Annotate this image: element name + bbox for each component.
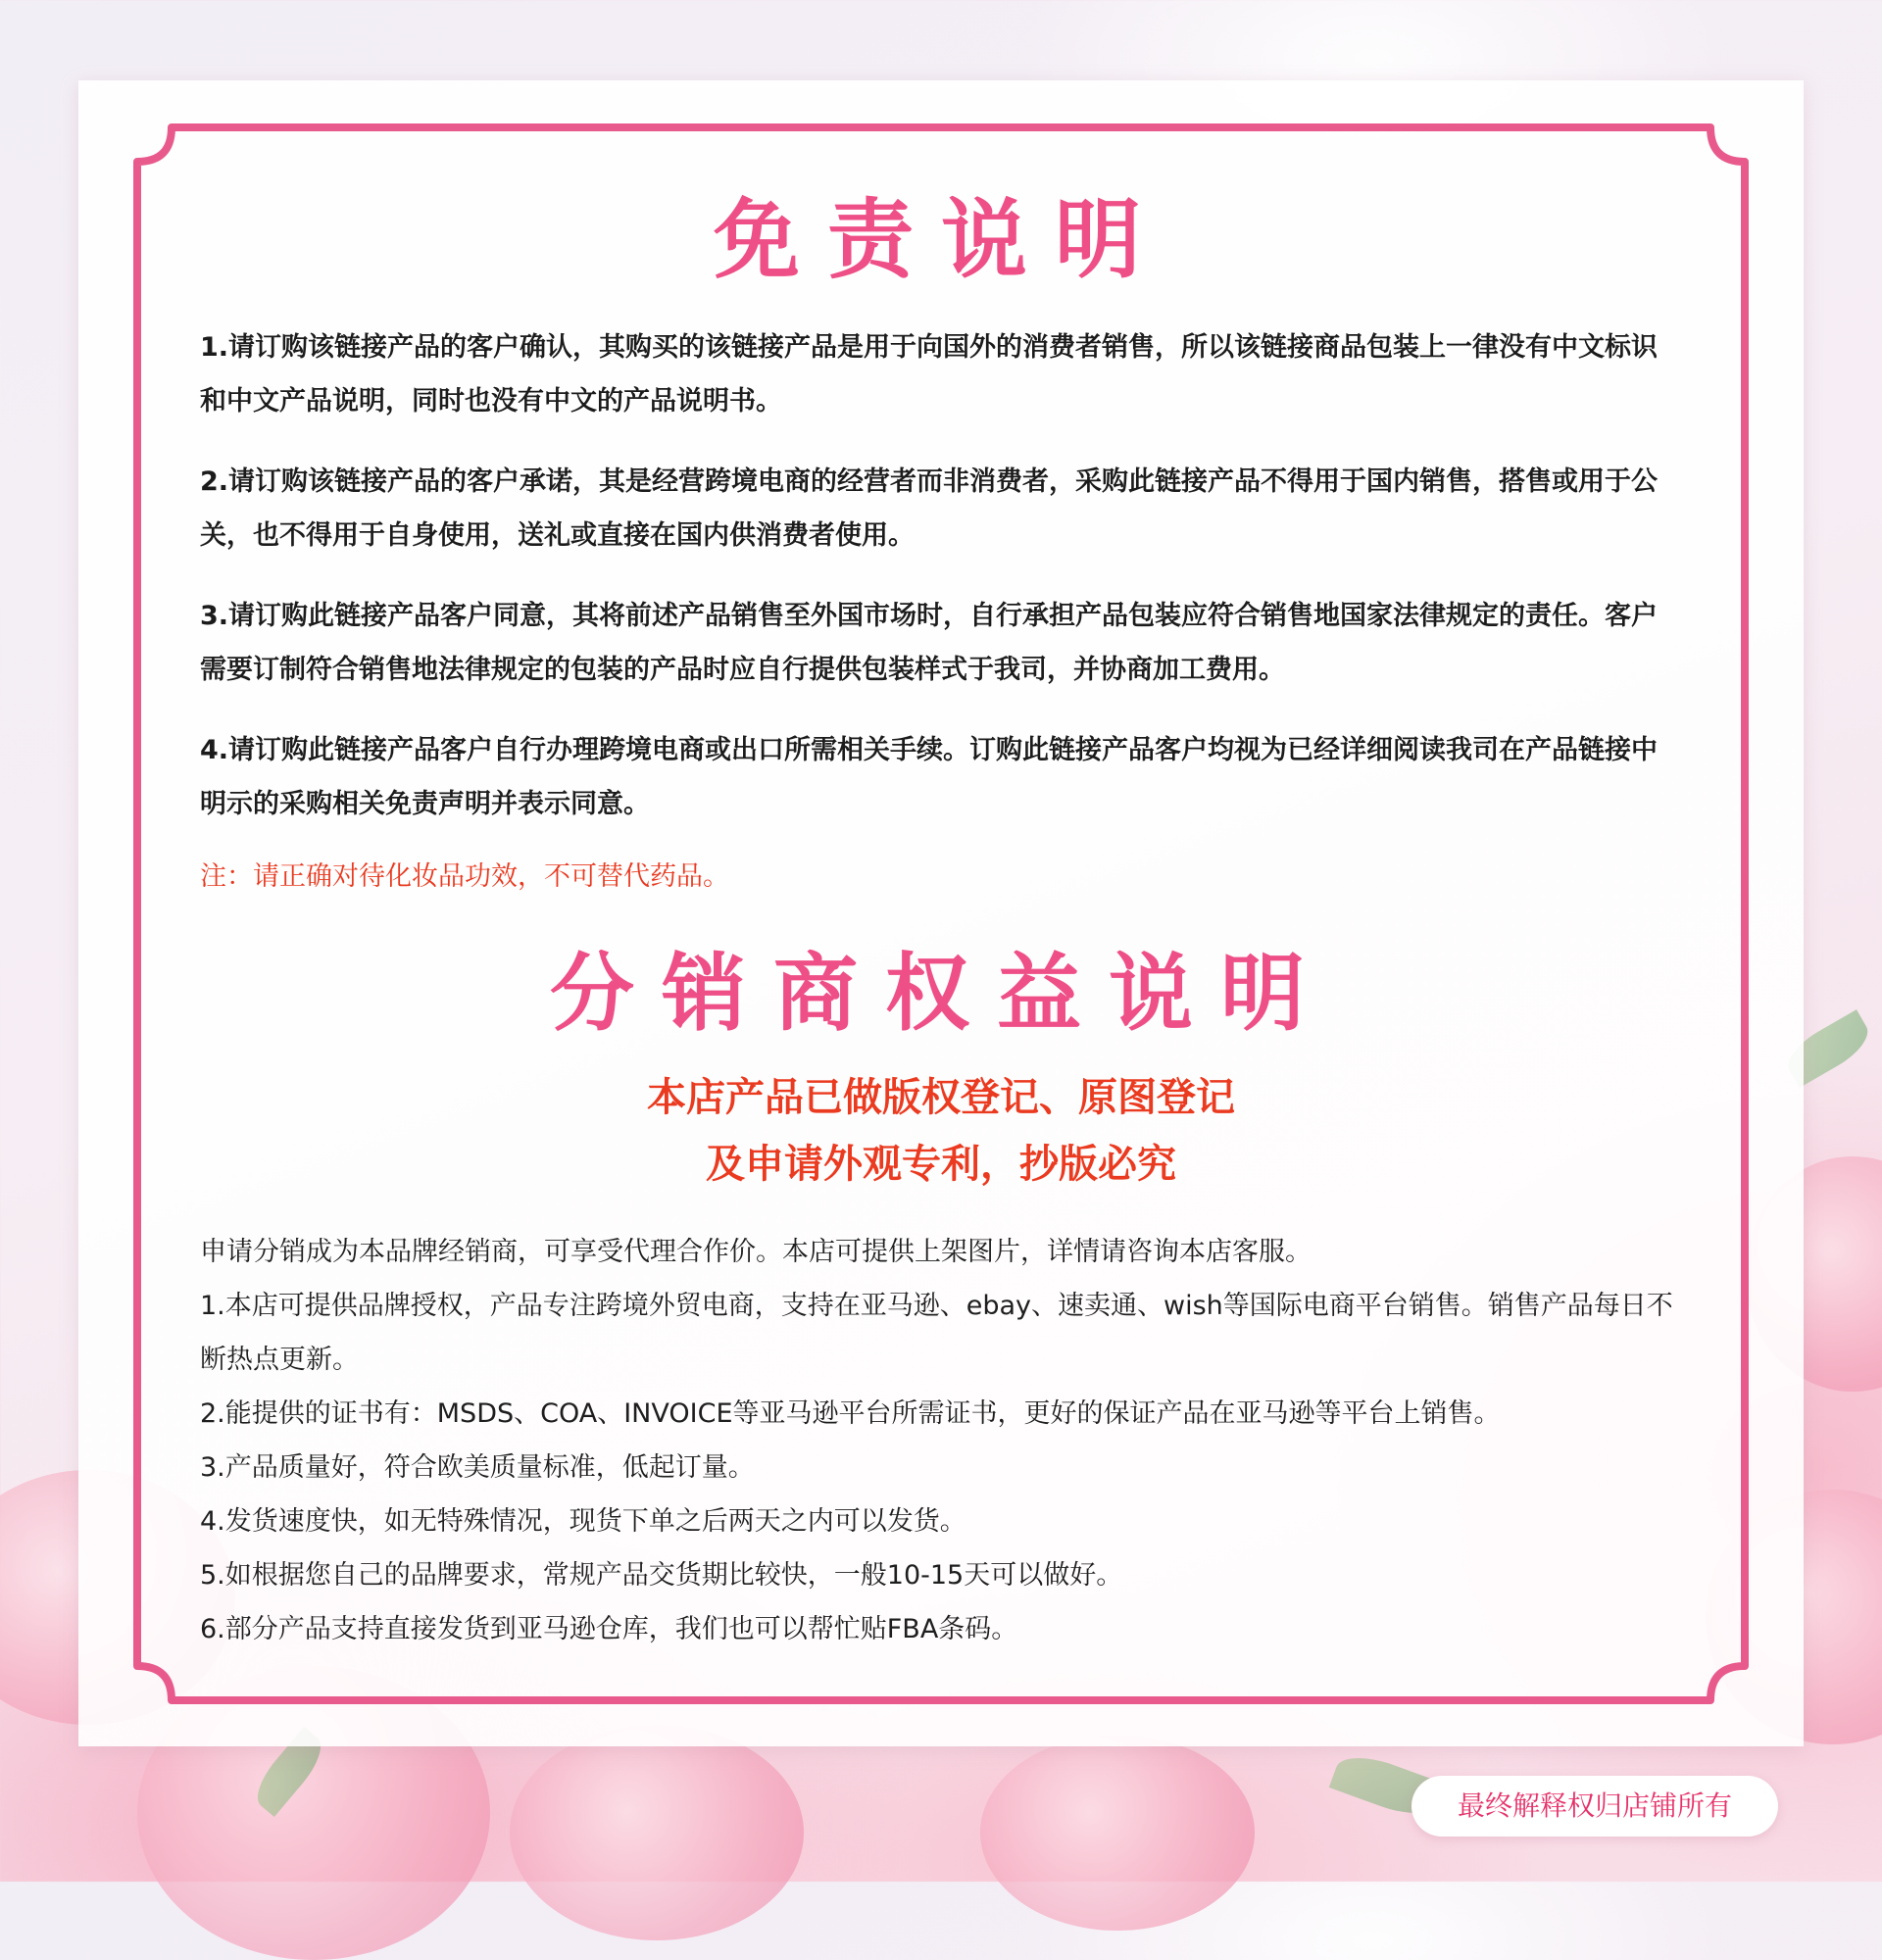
benefit-item-3: 3.产品质量好，符合欧美质量标准，低起订量。 (200, 1452, 755, 1483)
benefit-item-5: 5.如根据您自己的品牌要求，常规产品交货期比较快，一般10-15天可以做好。 (200, 1560, 1123, 1591)
disclaimer-item-4: 4.请订购此链接产品客户自行办理跨境电商或出口所需相关手续。订购此链接产品客户均视为已经详细阅读我司在产品链接中明示的采购相关免责声明并表示同意。 (200, 735, 1659, 819)
copyright-notice-line-1: 本店产品已做版权登记、原图登记 (647, 1075, 1235, 1120)
rights-reserved-badge: 最终解释权归店铺所有 (1412, 1776, 1778, 1837)
disclaimer-item-3: 3.请订购此链接产品客户同意，其将前述产品销售至外国市场时，自行承担产品包装应符合销售地国家法律规定的责任。客户需要订制符合销售地法律规定的包装的产品时应自行提供包装样式于我司，并协商加工费用。 (200, 601, 1659, 685)
benefit-item-6: 6.部分产品支持直接发货到亚马逊仓库，我们也可以帮忙贴FBA条码。 (200, 1614, 1018, 1644)
disclaimer-note: 注：请正确对待化妆品功效，不可替代药品。 (200, 861, 729, 892)
distributor-title: 分销商权益说明 (550, 945, 1332, 1043)
copyright-notice-line-2: 及申请外观专利，抄版必究 (706, 1142, 1176, 1187)
disclaimer-item-2: 2.请订购该链接产品的客户承诺，其是经营跨境电商的经营者而非消费者，采购此链接产品不得用于国内销售，搭售或用于公关，也不得用于自身使用，送礼或直接在国内供消费者使用。 (200, 466, 1659, 551)
benefit-item-1: 1.本店可提供品牌授权，产品专注跨境外贸电商，支持在亚马逊、ebay、速卖通、wish等国际电商平台销售。销售产品每日不断热点更新。 (200, 1291, 1673, 1375)
flower-decoration (980, 1735, 1255, 1931)
benefit-item-2: 2.能提供的证书有：MSDS、COA、INVOICE等亚马逊平台所需证书，更好的保证产品在亚马逊等平台上销售。 (200, 1398, 1501, 1429)
distributor-benefits-list (200, 1225, 1690, 1656)
flower-decoration (510, 1725, 804, 1940)
disclaimer-title: 免责说明 (713, 189, 1168, 290)
distributor-intro: 申请分销成为本品牌经销商，可享受代理合作价。本店可提供上架图片，详情请咨询本店客服。 (200, 1237, 1312, 1267)
disclaimer-item-1: 1.请订购该链接产品的客户确认，其购买的该链接产品是用于向国外的消费者销售，所以该链接商品包装上一律没有中文标识和中文产品说明，同时也没有中文的产品说明书。 (200, 332, 1659, 416)
benefit-item-4: 4.发货速度快，如无特殊情况，现货下单之后两天之内可以发货。 (200, 1506, 966, 1537)
